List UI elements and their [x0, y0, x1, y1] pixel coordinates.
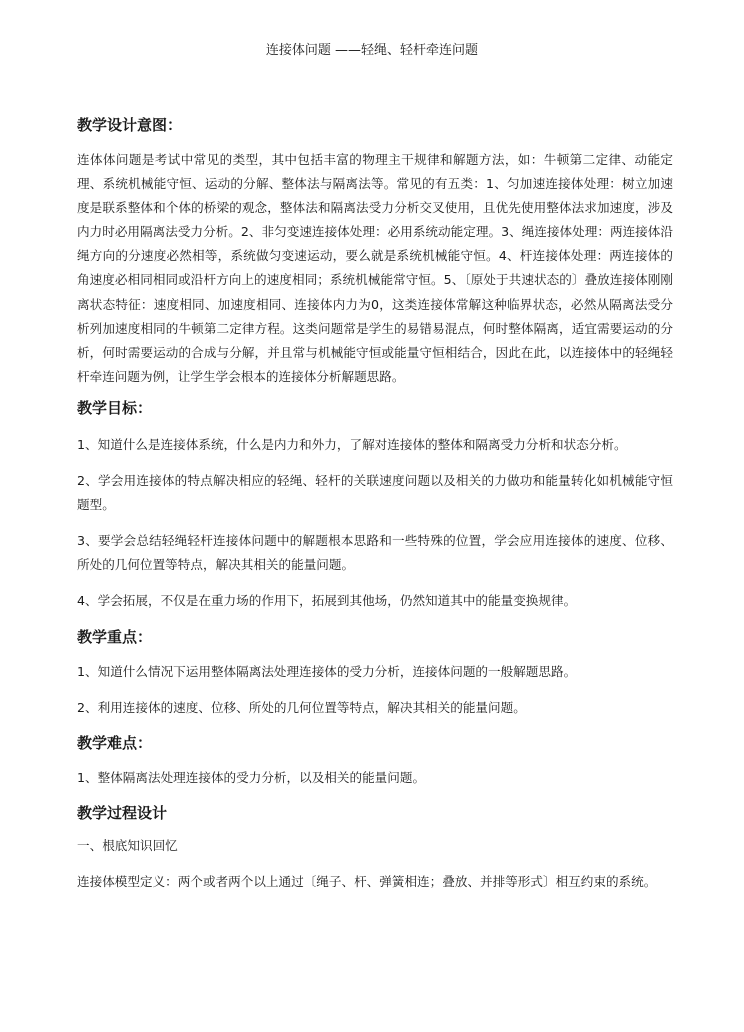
difficulties-heading: 教学难点：: [77, 733, 153, 752]
document-body: [77, 114, 673, 894]
goal-item: 2、学会用连接体的特点解决相应的轻绳、轻杆的关联速度问题以及相关的力做功和能量转化如机械能守恒题型。: [77, 473, 673, 513]
process-heading: 教学过程设计: [77, 803, 168, 822]
goal-item: 4、学会拓展，不仅是在重力场的作用下，拓展到其他场，仍然知道其中的能量变换规律。: [77, 593, 577, 609]
design-intent-paragraph: 连体体问题是考试中常见的类型，其中包括丰富的物理主干规律和解题方法，如：牛顿第二定律、动能定理、系统机械能守恒、运动的分解、整体法与隔离法等。常见的有五类：1、匀加速连接体处理：树立加速度是联系整体和个体的桥梁的观念，整体法和隔离法受力分析交叉使用，且优先使用整体法求加速度，涉及内力时必用隔离法受力分析。2、非匀变速连接体处理：必用系统动能定理。3、绳连接体处理：两连接体沿绳方向的分速度必然相等，系统做匀变速运动，要么就是系统机械能守恒。4、杆连接体处理：两连接体的角速度必相同相同或沿杆方向上的速度相同；系统机械能常守恒。5、〔原处于共速状态的〕叠放连接体刚刚离状态特征：速度相同、加速度相同、连接体内力为0，这类连接体常解这种临界状态，必然从隔离法受分析列加速度相同的牛顿第二定律方程。这类问题常是学生的易错易混点，何时整体隔离，适宜需要运动的分析，何时需要运动的合成与分解，并且常与机械能守恒或能量守恒相结合，因此在此，以连接体中的轻绳轻杆牵连问题为例，让学生学会根本的连接体分析解题思路。: [77, 152, 673, 384]
key-points-heading: 教学重点：: [77, 627, 153, 646]
process-subheading: 一、根底知识回忆: [77, 837, 178, 853]
goal-item: 3、要学会总结轻绳轻杆连接体问题中的解题根本思路和一些特殊的位置，学会应用连接体的速度、位移、所处的几何位置等特点，解决其相关的能量问题。: [77, 533, 673, 573]
key-point-item: 2、利用连接体的速度、位移、所处的几何位置等特点，解决其相关的能量问题。: [77, 699, 526, 715]
key-point-item: 1、知道什么情况下运用整体隔离法处理连接体的受力分析，连接体问题的一般解题思路。: [77, 663, 577, 679]
difficulty-item: 1、整体隔离法处理连接体的受力分析，以及相关的能量问题。: [77, 769, 426, 785]
process-paragraph: 连接体模型定义：两个或者两个以上通过〔绳子、杆、弹簧相连；叠放、并排等形式〕相互约束的系统。: [77, 873, 657, 889]
page-title: 连接体问题 ——轻绳、轻杆牵连问题: [265, 43, 479, 58]
goals-heading: 教学目标：: [77, 398, 153, 417]
goal-item: 1、知道什么是连接体系统，什么是内力和外力，了解对连接体的整体和隔离受力分析和状态分析。: [77, 436, 627, 452]
design-intent-heading: 教学设计意图：: [77, 116, 183, 134]
